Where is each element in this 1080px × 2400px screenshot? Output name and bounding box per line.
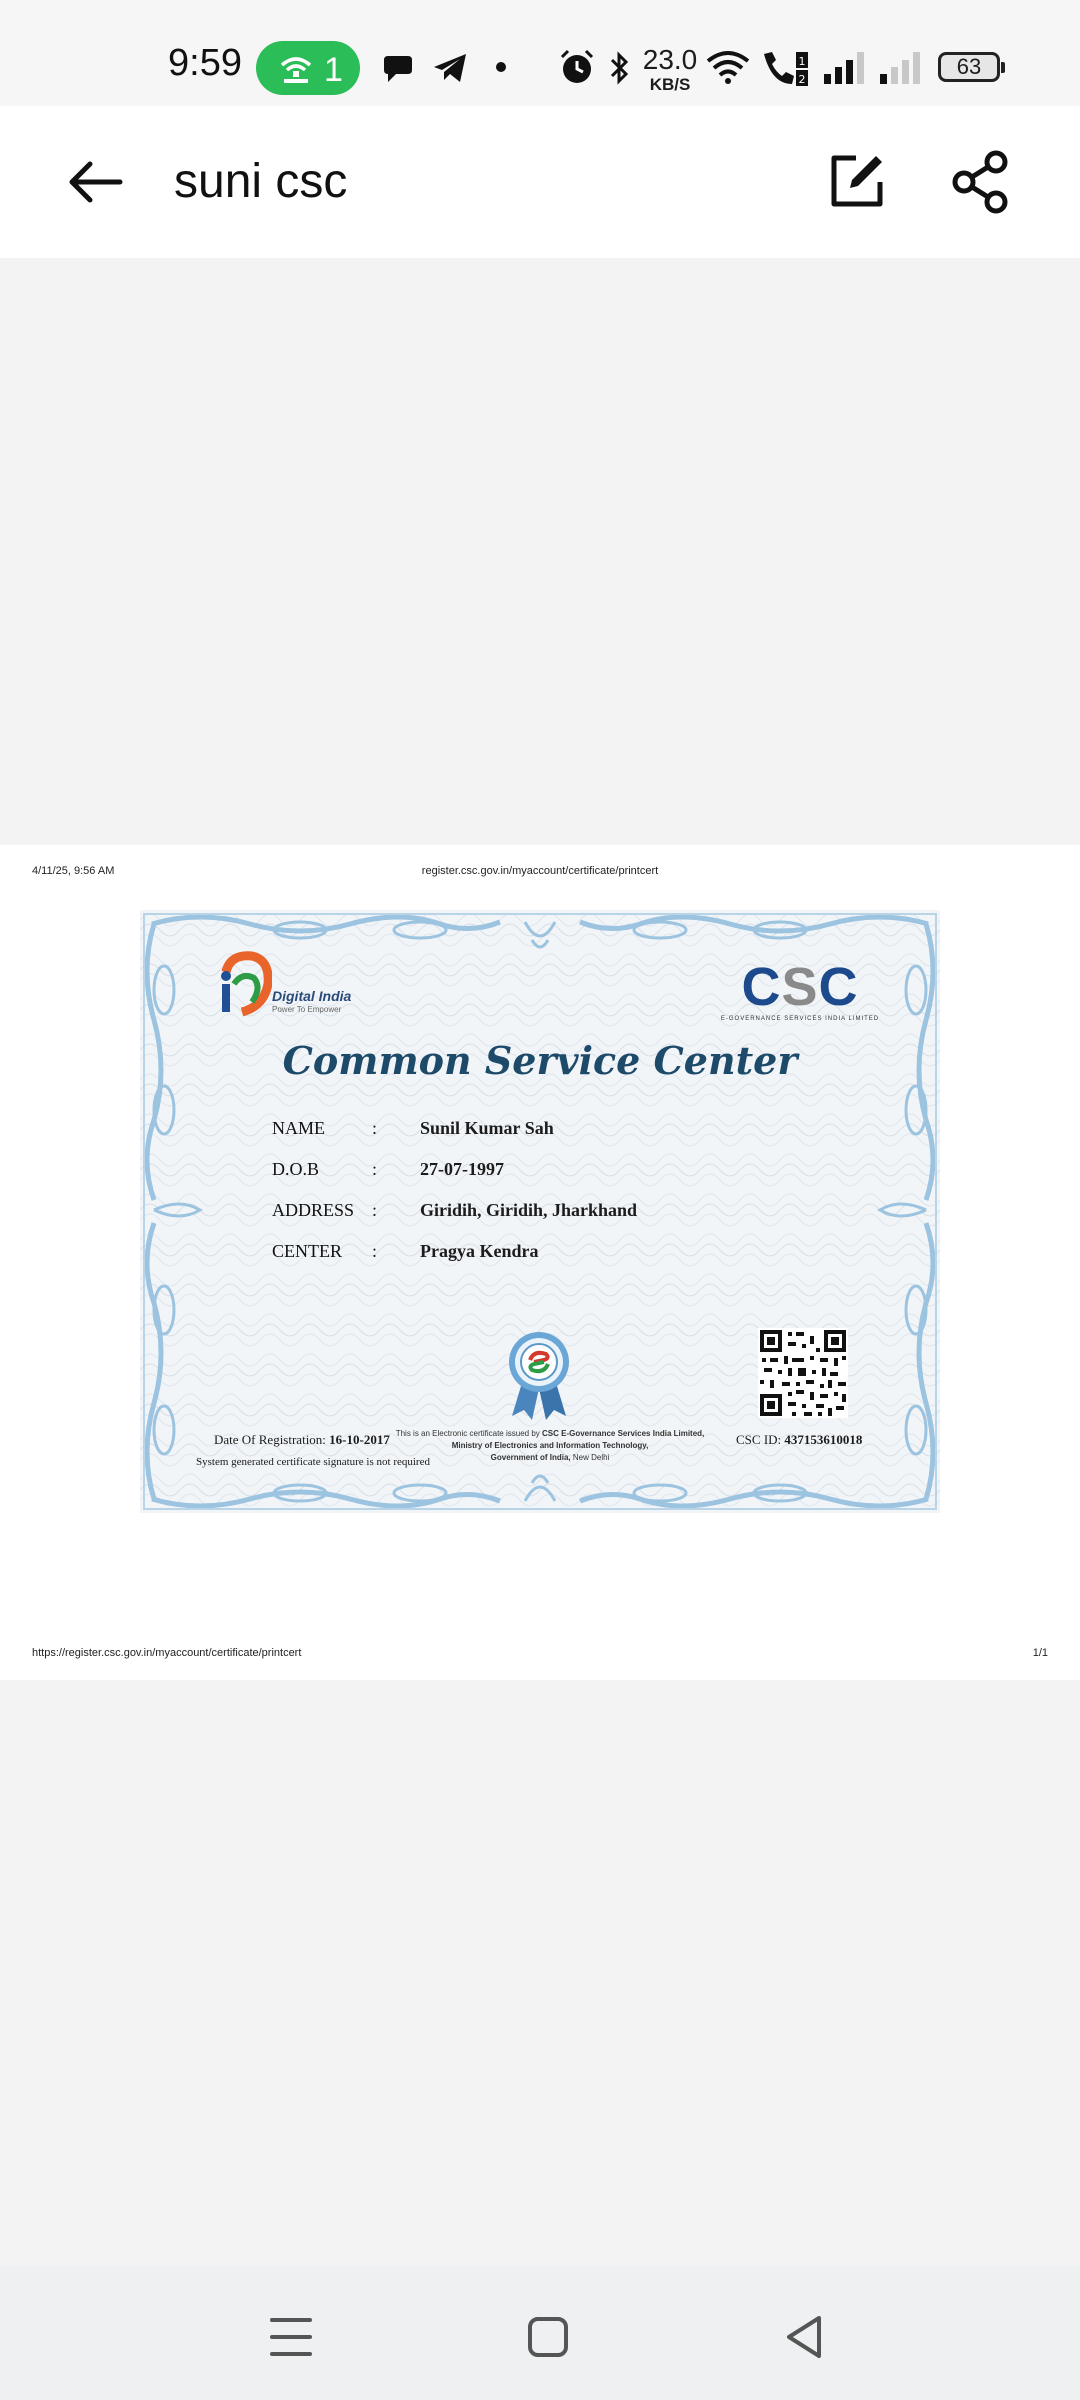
system-generated-note: System generated certificate signature is not required <box>196 1456 430 1468</box>
csc-logo <box>720 957 880 1022</box>
navigation-bar <box>0 2266 1080 2400</box>
back-triangle-icon <box>771 2302 841 2372</box>
csc-logo-tagline: E-GOVERNANCE SERVICES INDIA LIMITED <box>720 1016 880 1022</box>
dot-icon <box>496 62 506 72</box>
registration-date: Date Of Registration: 16-10-2017 <box>214 1432 390 1447</box>
digital-india-text: Digital India <box>272 988 352 1004</box>
network-speed: 23.0 KB/S <box>642 44 698 94</box>
status-bar <box>0 0 1080 106</box>
hotspot-count: 1 <box>324 51 343 89</box>
field-value: 27-07-1997 <box>420 1159 504 1179</box>
pdf-page[interactable] <box>0 845 1080 1680</box>
pdf-footer-url: https://register.csc.gov.in/myaccount/certificate/printcert <box>32 1647 302 1659</box>
pdf-page-number: 1/1 <box>1032 1647 1048 1659</box>
signal-icon <box>822 50 868 86</box>
certificate: Digital India Power To Empower CSC E-GOVERNANCE SERVICES INDIA LIMITED Common Service Center NAME : Sunil Kumar Sah D.O.B : 27-07-1997 ADDRESS : Giridih, Giridih, Jharkhand CENTER : Pragya Kendra Date Of Registration: 16-10-2017 System generated certificate signature is not required This is an Electronic certificate issued by CSC E-Governance Services India Limited, Ministry of Electronics and Information Technology, Government of India, New Delhi CSC ID: 437153610018 <box>140 910 940 1513</box>
svg-text:1: 1 <box>798 55 806 68</box>
edit-button[interactable] <box>820 146 892 218</box>
app-bar <box>0 106 1080 258</box>
alarm-icon <box>558 48 596 86</box>
hotspot-indicator[interactable] <box>256 41 360 95</box>
home-square-icon <box>513 2302 583 2372</box>
share-button[interactable] <box>944 146 1016 218</box>
digital-india-logo <box>212 950 352 1025</box>
csc-id: CSC ID: 437153610018 <box>736 1432 863 1447</box>
field-value: Sunil Kumar Sah <box>420 1118 554 1138</box>
digital-india-emblem-icon <box>212 950 272 1020</box>
csc-logo-text: CSC <box>741 957 859 1017</box>
back-arrow-icon <box>60 146 132 218</box>
wifi-call-icon <box>758 48 810 88</box>
chat-bubble-icon <box>382 54 414 84</box>
recents-button[interactable] <box>256 2302 326 2372</box>
recents-menu-icon <box>256 2302 326 2372</box>
wifi-icon <box>704 48 752 88</box>
telegram-icon <box>432 52 468 84</box>
document-title: suni csc <box>174 155 348 208</box>
back-button[interactable] <box>60 146 132 218</box>
field-value: Pragya Kendra <box>420 1241 539 1261</box>
share-icon <box>944 146 1016 218</box>
qr-code-icon <box>758 1328 848 1418</box>
digital-india-tagline: Power To Empower <box>272 1005 342 1014</box>
award-ribbon-icon <box>504 1330 574 1422</box>
bluetooth-icon <box>608 50 632 86</box>
issuer-statement: This is an Electronic certificate issued by CSC E-Governance Services India Limited, Ministry of Electronics and Information Technology, Government of India, New Delhi <box>395 1429 705 1462</box>
svg-text:2: 2 <box>798 73 806 86</box>
field-value: Giridih, Giridih, Jharkhand <box>420 1200 638 1220</box>
signal-icon <box>878 50 924 86</box>
edit-icon <box>820 146 892 218</box>
hotspot-icon <box>276 53 316 85</box>
pdf-header-datetime: 4/11/25, 9:56 AM <box>32 865 115 877</box>
certificate-heading: Common Service Center <box>282 1038 798 1083</box>
pdf-header-url: register.csc.gov.in/myaccount/certificate/printcert <box>421 865 659 877</box>
status-time: 9:59 <box>168 42 242 84</box>
home-button[interactable] <box>513 2302 583 2372</box>
nav-back-button[interactable] <box>771 2302 841 2372</box>
battery-indicator: 63 <box>938 52 1000 82</box>
